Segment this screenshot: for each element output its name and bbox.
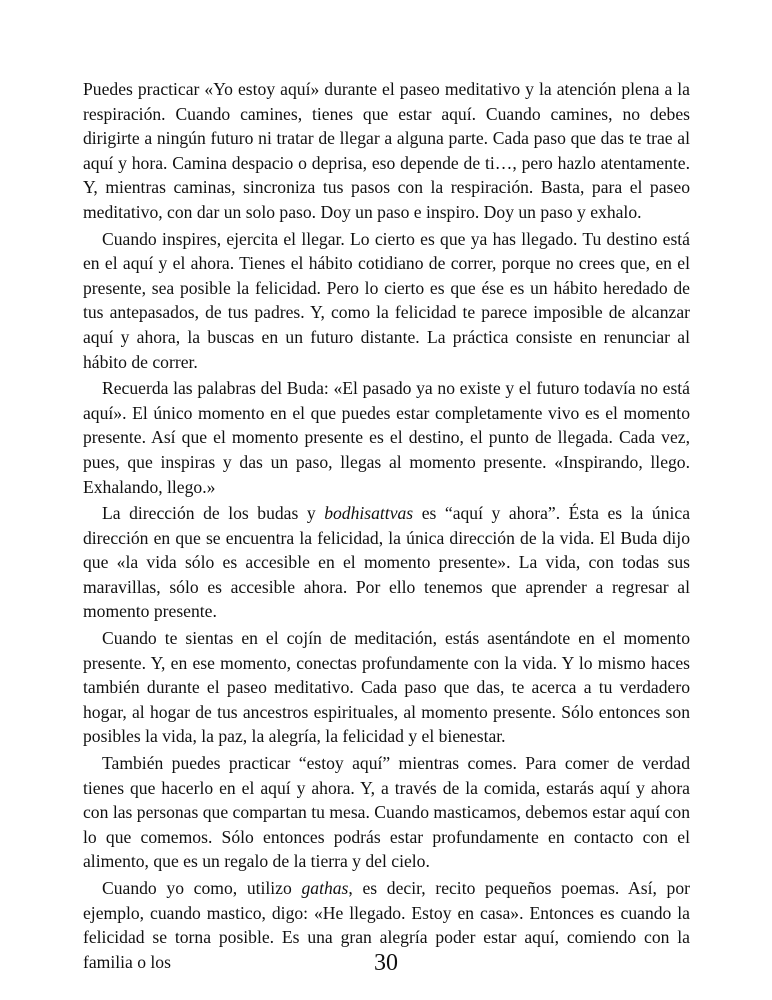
paragraph [83, 626, 690, 749]
paragraph-text: También puedes practicar “estoy aquí” mientras comes. Para comer de verdad tienes que hacerlo en el aquí y ahora. Y, a través de la comida, estarás aquí y ahora con las personas que compartan tu mesa. Cuando masticamos, debemos estar aquí con lo que comemos. Sólo entonces podrás estar profundamente en contacto con el alimento, que es un regalo de la tierra y del cielo. [83, 753, 690, 872]
paragraph-text: es “aquí y ahora”. Ésta es la única dirección en que se encuentra la felicidad, la única dirección de la vida. El Buda dijo que «la vida sólo es accesible en el momento presente». La vida, con todas sus maravillas, sólo es accesible ahora. Por ello tenemos que aprender a regresar al momento presente. [83, 503, 690, 622]
paragraph-text: Recuerda las palabras del Buda: «El pasado ya no existe y el futuro todavía no está aquí». El único momento en el que puedes estar completamente vivo es el momento presente. Así que el momento presente es el destino, el punto de llegada. Cada vez, pues, que inspiras y das un paso, llegas al momento presente. «Inspirando, llego. Exhalando, llego.» [83, 378, 690, 497]
paragraph-text: , es decir, recito pequeños poemas. Así, por ejemplo, cuando mastico, digo: «He llegado. Estoy en casa». Entonces es cuando la felicidad se torna posible. Es una gran alegría poder estar aquí, comiendo con la familia o los [83, 878, 690, 972]
paragraph [83, 77, 690, 225]
paragraph-text: Cuando inspires, ejercita el llegar. Lo cierto es que ya has llegado. Tu destino está en el aquí y el ahora. Tienes el hábito cotidiano de correr, porque no crees que, en el presente, sea posible la felicidad. Pero lo cierto es que ése es un hábito heredado de tus antepasados, de tus padres. Y, como la felicidad te parece imposible de alcanzar aquí y ahora, la buscas en un futuro distante. La práctica consiste en renunciar al hábito de correr. [83, 228, 690, 372]
paragraph [83, 501, 690, 624]
paragraph-text: Cuando te sientas en el cojín de meditación, estás asentándote en el momento presente. Y, en ese momento, conectas profundamente con la vida. Y lo mismo haces también durante el paseo meditativo. Cada paso que das, te acerca a tu verdadero hogar, al hogar de tus ancestros espirituales, al momento presente. Sólo entonces son posibles la vida, la paz, la alegría, la felicidad y el bienestar. [83, 628, 690, 747]
page-number: 30 [374, 950, 398, 976]
paragraph [83, 376, 690, 499]
page-body [83, 77, 690, 976]
paragraph-text: Puedes practicar «Yo estoy aquí» durante el paseo meditativo y la atención plena a la respiración. Cuando camines, tienes que estar aquí. Cuando camines, no debes dirigirte a ningún futuro ni tratar de llegar a alguna parte. Cada paso que das te trae al aquí y hora. Camina despacio o deprisa, eso depende de ti…, pero hazlo atentamente. Y, mientras caminas, sincroniza tus pasos con la respiración. Basta, para el paseo meditativo, con dar un solo paso. Doy un paso e inspiro. Doy un paso y exhalo. [83, 79, 690, 222]
italic-term: gathas [301, 878, 349, 898]
italic-term: bodhisattvas [324, 503, 414, 524]
paragraph-text: La dirección de los budas y [102, 503, 325, 524]
paragraph [83, 227, 690, 375]
paragraph [83, 751, 690, 874]
paragraph-text: Cuando yo como, utilizo [102, 878, 302, 898]
